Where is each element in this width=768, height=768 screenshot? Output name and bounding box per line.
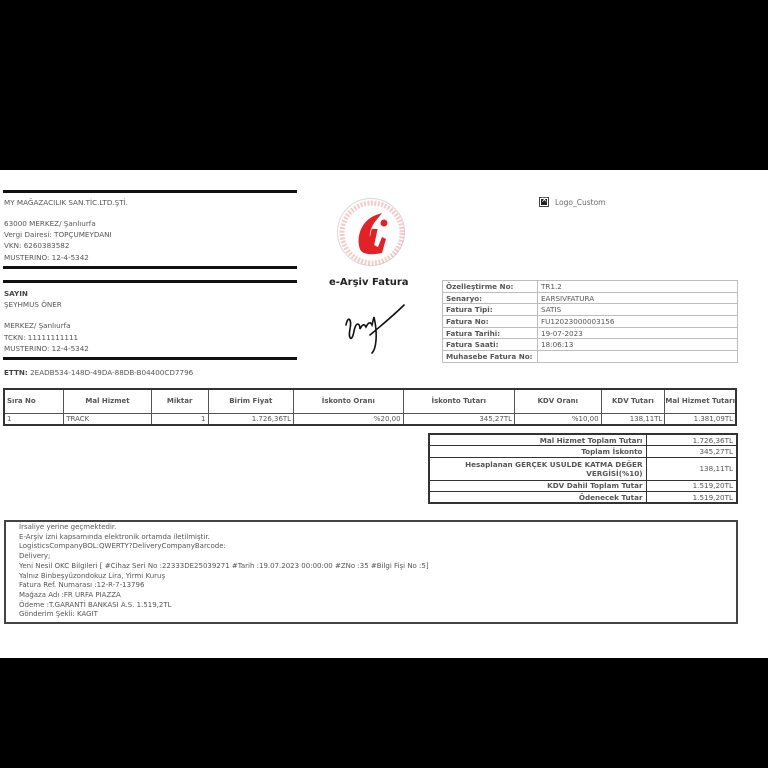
logo-custom [539,197,605,207]
invoice-info-table [442,280,738,363]
total-label: Hesaplanan GERÇEK USULDE KATMA DEĞER VERGİSİ(%10) [429,457,646,480]
note-line: Mağaza Adı :FR URFA PIAZZA [19,590,121,599]
info-value: TR1.2 [538,281,738,293]
totals-row [429,457,737,480]
note-line: Gönderim Şekli: KAGIT [19,610,98,619]
totals-table [428,433,738,504]
total-value: 138,11TL [646,457,737,480]
col-header: Mal Hizmet [64,389,152,413]
signature-image [338,295,408,355]
note-line: Ödeme :T.GARANTİ BANKASI A.S. 1.519,2TL [19,600,172,609]
cell-kdv-orani: %10,00 [515,413,602,425]
info-value [538,351,738,363]
info-value: 19-07-2023 [538,327,738,339]
totals-row [429,446,737,458]
info-value: 18:06:13 [538,339,738,351]
total-label: Mal Hizmet Toplam Tutarı [429,434,646,446]
totals-row [429,492,737,504]
items-table [3,388,737,426]
total-label: KDV Dahil Toplam Tutar [429,480,646,492]
ettn-label: ETTN: [4,368,28,377]
note-line: E-Arşiv izni kapsamında elektronik ortamda iletilmiştir. [19,532,210,541]
seller-vkn: VKN: 6260383582 [4,241,70,250]
info-value: SATIS [538,304,738,316]
info-value: FU12023000003156 [538,316,738,328]
buyer-top-rule [3,280,297,283]
seller-name: MY MAĞAZACILIK SAN.TİC.LTD.ŞTİ. [4,198,128,207]
buyer-name: ŞEYHMUS ÖNER [4,300,62,309]
seller-tax-office: Vergi Dairesi: TOPÇUMEYDANI [4,230,112,239]
buyer-customer-no: MUSTERINO: 12-4-5342 [4,344,89,353]
buyer-tckn: TCKN: 11111111111 [4,333,79,342]
info-row [443,304,738,316]
note-line: Yeni Nesil OKC Bilgileri [ #Cihaz Seri No :22333DE25039271 #Tarih :19.07.2023 00:00:00 #ZNo :35 #Bilgi Fişi No :5] [19,561,429,570]
note-line: LogisticsCompanyBOL:QWERTY?DeliveryCompanyBarcode: [19,542,226,551]
total-value: 1.519,20TL [646,492,737,504]
seller-address: 63000 MERKEZ/ Şanlıurfa [4,219,96,228]
invoice-page [0,170,768,658]
info-row [443,316,738,328]
total-label: Toplam İskonto [429,446,646,458]
note-line: Fatura Ref. Numarası :12-R-7-13796 [19,581,145,590]
col-header: Mal Hizmet Tutarı [665,389,736,413]
info-label: Fatura Tarihi: [443,327,538,339]
cell-kdv-tutari: 138,11TL [601,413,665,425]
table-row [4,413,736,425]
note-line: İrsaliye yerine geçmektedir. [19,523,117,531]
buyer-heading: SAYIN [4,289,28,298]
cell-mal-hizmet: TRACK [64,413,152,425]
document-title: e-Arşiv Fatura [329,277,409,288]
info-label: Senaryo: [443,292,538,304]
info-value: EARSIVFATURA [538,292,738,304]
info-label: Fatura Tipi: [443,304,538,316]
info-row [443,281,738,293]
seller-customer-no: MUSTERINO: 12-4-5342 [4,253,89,262]
items-header-row [4,389,736,413]
ettn [4,367,193,378]
buyer-address: MERKEZ/ Şanlıurfa [4,321,71,330]
info-label: Özelleştirme No: [443,281,538,293]
ettn-value: 2EADB534-148D-49DA-88DB-B04400CD7796 [30,368,194,377]
info-label: Fatura No: [443,316,538,328]
col-header: Miktar [151,389,208,413]
total-value: 1.726,36TL [646,434,737,446]
total-label: Ödenecek Tutar [429,492,646,504]
col-header: KDV Tutarı [601,389,665,413]
seal-ring-icon [338,199,406,267]
seller-bottom-rule [3,266,297,269]
info-row [443,351,738,363]
total-value: 1.519,20TL [646,480,737,492]
col-header: Sıra No [4,389,64,413]
col-header: İskonto Tutarı [403,389,514,413]
gib-seal-logo [337,198,405,266]
info-row [443,292,738,304]
info-label: Muhasebe Fatura No: [443,351,538,363]
cell-mal-hizmet-tutari: 1.381,09TL [665,413,736,425]
cell-miktar: 1 [151,413,208,425]
col-header: İskonto Oranı [294,389,403,413]
buyer-bottom-rule [3,357,297,360]
totals-row [429,434,737,446]
notes-box [4,520,738,624]
cell-iskonto-tutari: 345,27TL [403,413,514,425]
totals-row [429,480,737,492]
note-line: Delivery; [19,552,51,561]
cell-iskonto-orani: %20,00 [294,413,403,425]
cell-sira-no: 1 [4,413,64,425]
info-row [443,327,738,339]
broken-image-icon [539,197,549,207]
logo-custom-label: Logo_Custom [555,197,606,207]
info-row [443,339,738,351]
col-header: KDV Oranı [515,389,602,413]
total-value: 345,27TL [646,446,737,458]
seller-top-rule [3,190,297,193]
col-header: Birim Fiyat [208,389,294,413]
note-line: Yalnız Binbeşyüzondokuz Lira, Yirmi Kuruş [19,571,166,580]
info-label: Fatura Saati: [443,339,538,351]
cell-birim-fiyat: 1.726,36TL [208,413,294,425]
